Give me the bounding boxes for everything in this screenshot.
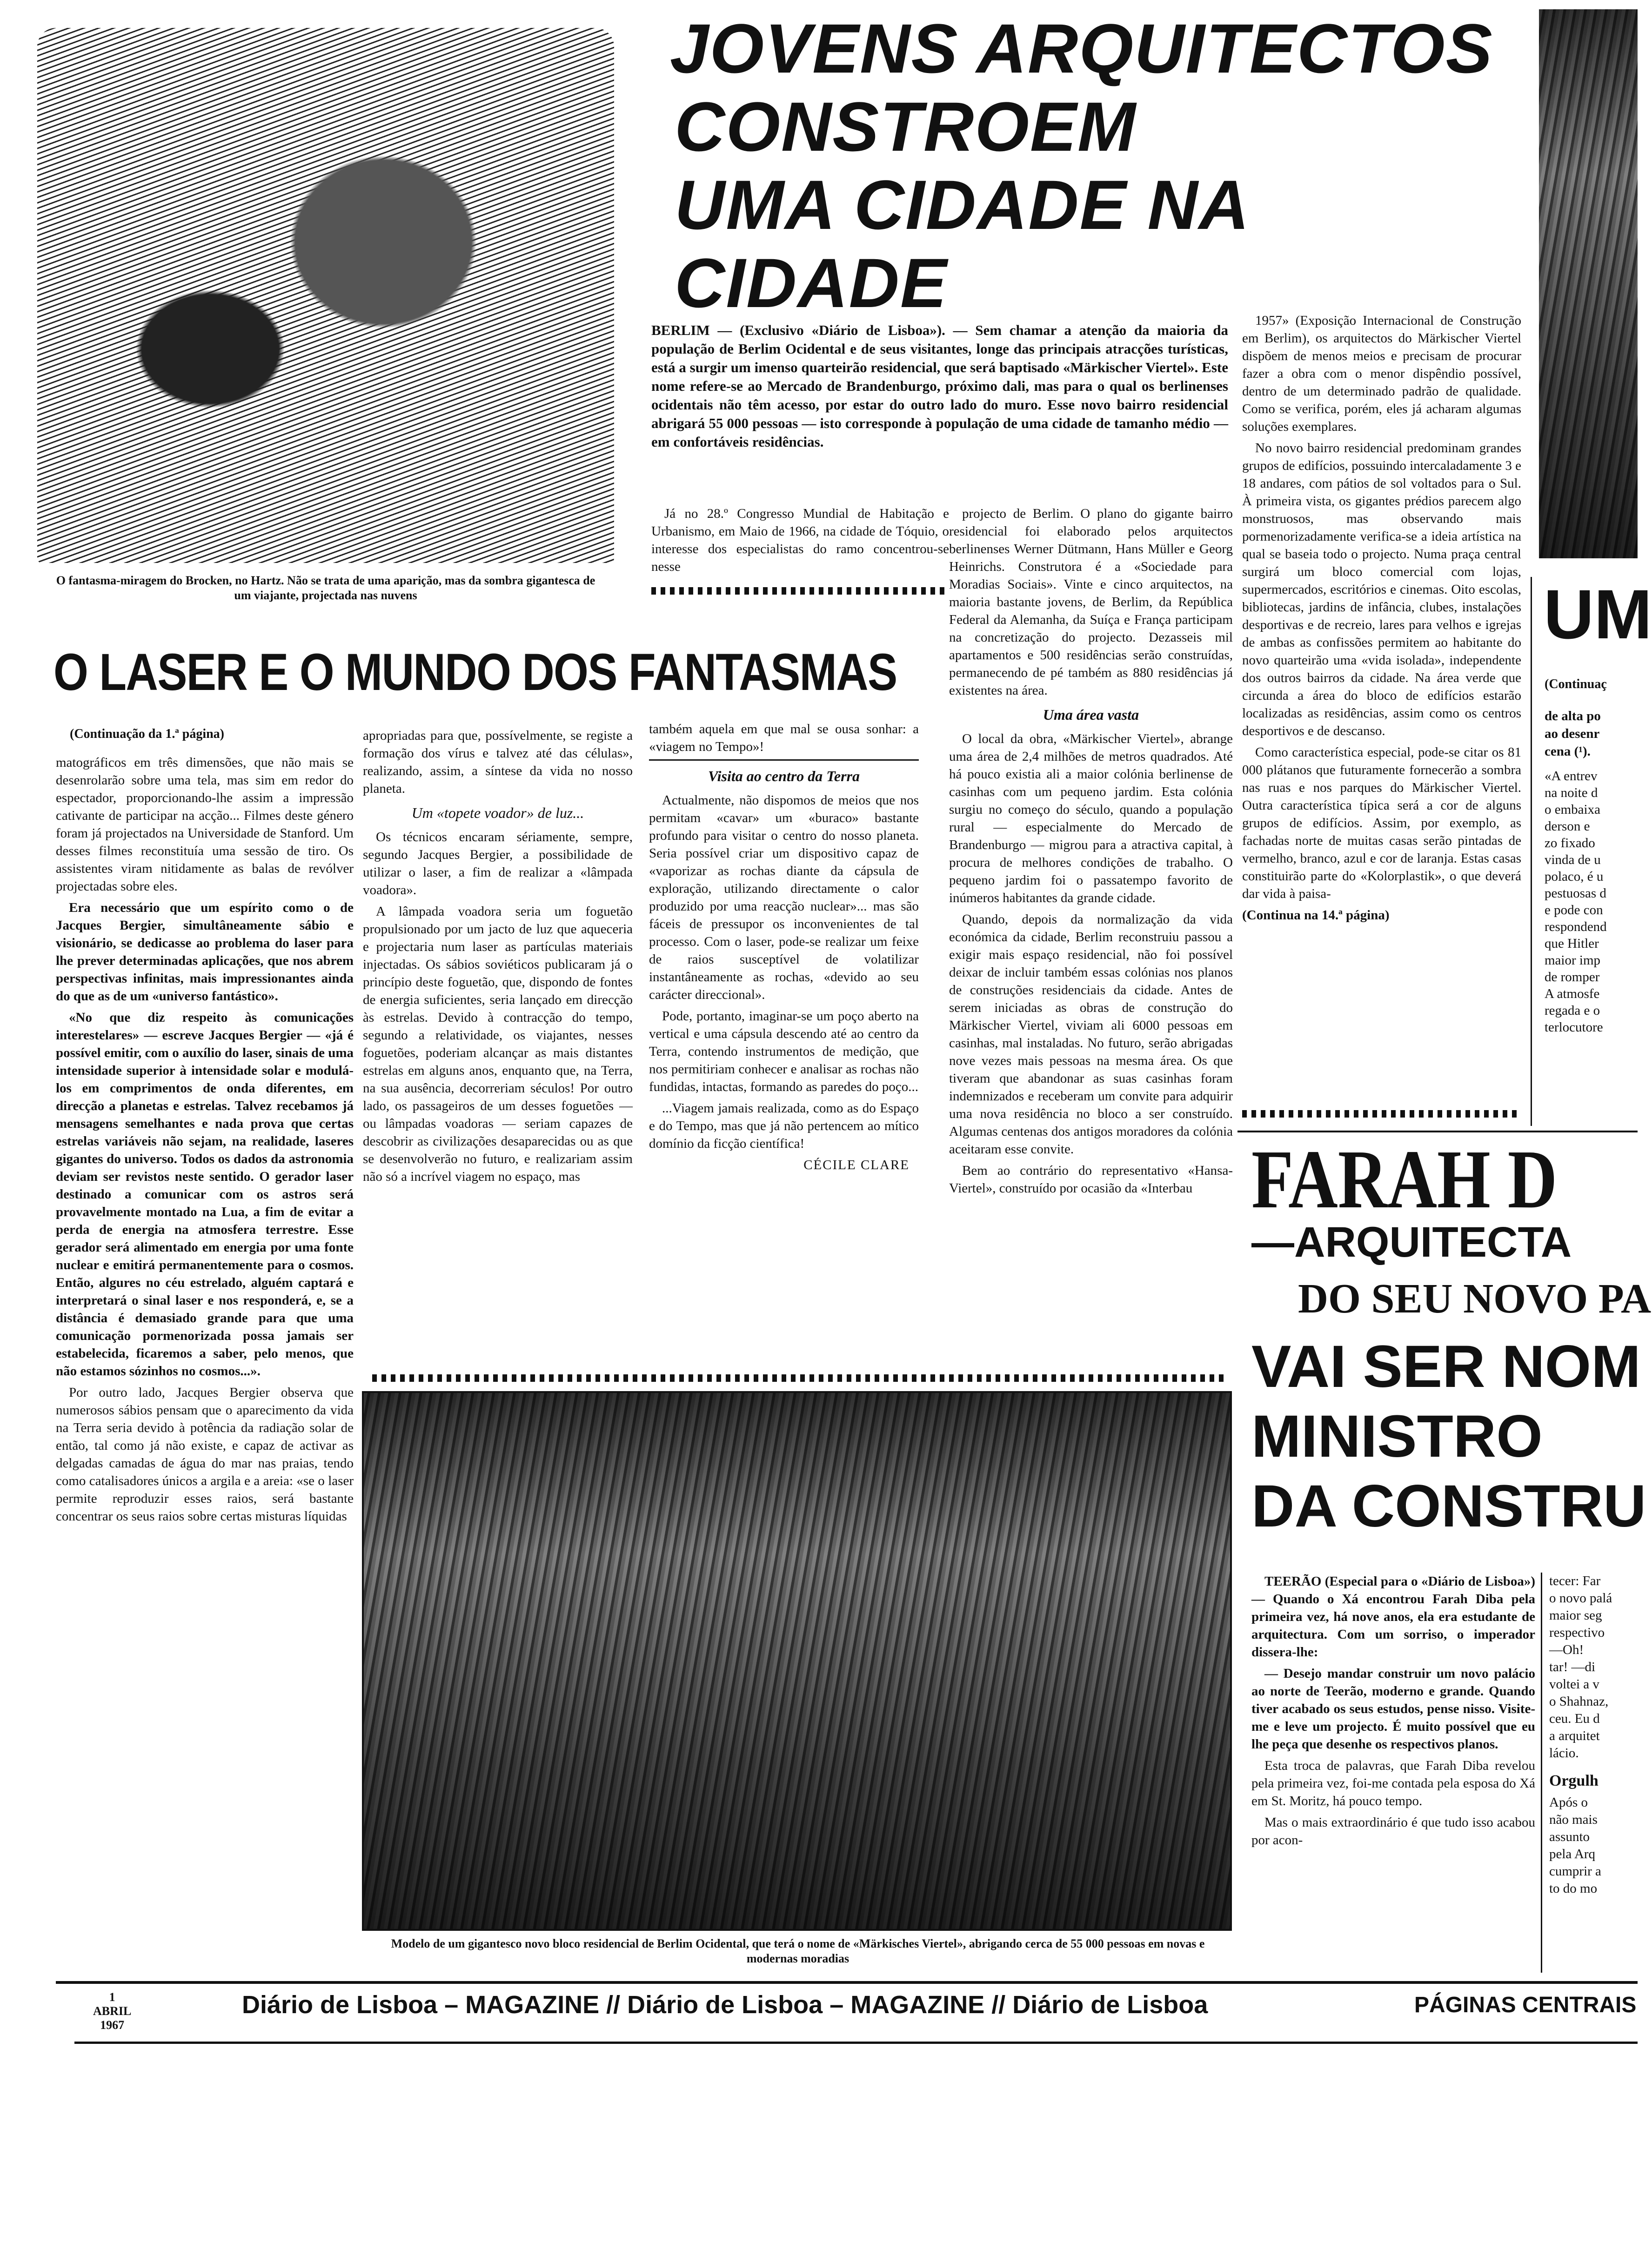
berlin-col2: projecto de Berlim. O plano do gigante bairro residencial foi elaborado pelos arquitectos berlinenses Werner Dütmann, Hans Müller e Georg Heinrichs. Construtora é a «Sociedade para Moradias Sociais». Vinte e cinco arquitectos, na maioria bastante jovens, de Berlim, da República Federal da Alemanha, da Suíça e França participam na concretização do projecto. Dezasseis mil apartamentos e 500 residências serão construídas, permanecendo de pé também as 880 residências já existentes na área. Uma área vasta O local da obra, «Märkischer Viertel», abrange uma área de 2,4 milhões de metros quadrados. Até há pouco existia ali a maior colónia berlinense de casinhas com um pequeno jardim. Esta colónia surgiu no começo do século, quando a população rural — especialmente do Mercado de Brandenburgo — migrou para a atractiva capital, à procura de melhores condições de trabalho. O pequeno jardim foi o passatempo favorito de inúmeros habitantes da grande cidade. Quando, depois da normalização da vida económica da cidade, Berlim reconstruiu passou a exigir mais espaço residencial, não foi possível deixar de incluir também essas colónias nos planos de construções residenciais da cidade. Antes de serem iniciadas as obras de construção do Märkischer Viertel, viviam ali 6000 pessoas em casinhas, mal instaladas. No futuro, serão abrigadas nove vezes mais pessoas na mesma área. Os que tiveram que abandonar as suas casinhas foram indemnizados e receberam um convite para adquirir uma nova residência no bloco a ser construído. Algumas centenas dos antigos moradores da colónia aceitaram esse convite. Bem ao contrário do representativo «Hansa-Viertel», construído por ocasião da «Interbau: [949, 506, 1233, 1196]
farah-col1: TEERÃO (Especial para o «Diário de Lisboa») — Quando o Xá encontrou Farah Diba pela primeira vez, há nove anos, ela era estudante de arquitectura. Com um sorriso, o imperador dissera-lhe: — Desejo mandar construir um novo palácio ao norte de Teerão, moderno e grande. Quando tiver acabado os seus estudos, pense nisso. Visite-me e leve um projecto. É muito possível que eu lhe peça que desenhe os respectivos planos. Esta troca de palavras, que Farah Diba revelou pela primeira vez, foi-me contada pela esposa do Xá em St. Moritz, há pouco tempo. Mas o mais extraordinário é que tudo isso acabou por acon-: [1251, 1574, 1535, 1848]
farah-big1: VAI SER NOM: [1251, 1333, 1641, 1400]
footer-bottom-rule: [74, 2042, 1638, 2044]
farah-col-rule: [1541, 1573, 1542, 1973]
model-photo-frame: [362, 1391, 1232, 1931]
footer-banner: Diário de Lisboa – MAGAZINE // Diário de Lisboa – MAGAZINE // Diário de Lisboa: [242, 1991, 1208, 2019]
zigzag-divider: [651, 587, 949, 595]
zigzag-divider-berlin: [1242, 1110, 1521, 1118]
headline-line-1: JOVENS ARQUITECTOS: [670, 9, 1493, 87]
berlin-intro: BERLIM — (Exclusivo «Diário de Lisboa»). — Sem chamar a atenção da maioria da população de Berlim Ocidental e de seus visitantes, longe das principais atracções turísticas, está a surgir um imenso quarteirão residencial, que será baptisado «Märkischer Viertel». Este nome refere-se ao Mercado de Brandenburgo, próximo dali, mas para o qual os berlinenses ocidentais não têm acesso, por estar do outro lado do muro. Esse novo bairro residencial abrigará 55 000 pessoas — isto corresponde à população de uma cidade de tamanho médio — em confortáveis residências.: [651, 322, 1228, 450]
um-title: UM: [1544, 575, 1652, 653]
main-headline: [670, 9, 1507, 322]
model-caption: Modelo de um gigantesco novo bloco residencial de Berlim Ocidental, que terá o nome de «Märkisches Viertel», abrigando cerca de 55 000 pessoas em novas e modernas moradias: [391, 1937, 1205, 1965]
um-body: «A entrev na noite d o embaixa derson e zo fixado vinda de u polaco, é u pestuosas d e pode con respondend que Hitler maior imp de romper A atmosfe regada e o terlocutore: [1545, 769, 1607, 1035]
berlin-model-photo: [364, 1393, 1230, 1929]
farah-big2: MINISTRO: [1251, 1403, 1543, 1470]
farah-top-rule: [1237, 1131, 1638, 1132]
farah-col2: tecer: Far o novo palá maior seg respectivo —Oh! tar! —di voltei a v o Shahnaz, ceu. Eu d a arquitet lácio. Orgulh Após o não mais assunto pela Arq cumprir a to do mo: [1549, 1573, 1638, 1897]
laser-title: O LASER E O MUNDO DOS FANTASMAS: [54, 643, 897, 701]
um-continuation: (Continuaç: [1545, 677, 1607, 691]
headline-line-3: UMA CIDADE NA CIDADE: [675, 166, 1248, 322]
headline-line-2: CONSTROEM: [675, 87, 1137, 166]
sketch-caption: O fantasma-miragem do Brocken, no Hartz. Não se trata de uma aparição, mas da sombra gigantesca de um viajante, projectada nas nuvens: [56, 574, 595, 602]
laser-col3-rule: [649, 759, 919, 761]
continua-note: (Continua na 14.ª página): [1242, 908, 1390, 923]
laser-continuation: (Continuação da 1.ª página): [70, 727, 225, 741]
laser-col2-subhead: Um «topete voador» de luz...: [411, 804, 584, 821]
berlin-col3: 1957» (Exposição Internacional de Construção em Berlim), os arquitectos do Märkischer Viertel dispõem de menos meios e precisam de procurar fazer a obra com o menor dispêndio possível, dentro de um determinado padrão de qualidade. Como se verifica, porém, eles já acharam algumas soluções exemplares. No novo bairro residencial predominam grandes grupos de edifícios, possuindo intercaladamente 3 e 18 andares, com pátios de sol voltados para o Sul. À primeira vista, os gigantes prédios parecem algo monstruosos, mas observando mais pormenorizadamente verifica-se a ideia artística na qual se baseia todo o projecto. Numa praça central surgirá um bloco comercial com lojas, supermercados, escritórios e cinemas. Oito escolas, bibliotecas, jardins de infância, clubes, instalações desportivas e de recreio, lares para velhos e igrejas de ambas as confissões permitem ao habitante do novo quarteirão uma «vida isolada», independente dos outros bairros da cidade. Na área verde que circunda a área do bloco de edifícios estarão localizadas as residências, assim como os centros desportivos e de descanso. Como característica especial, pode-se citar os 81 000 plátanos que futuramente fornecerão a sombra nas ruas e nos parques do Märkischer Viertel. Outra característica típica será a cor de alguns grupos de edifícios. Assim, por exemplo, as fachadas norte de muitas casas serão pintadas de vermelho, branco, azul e cor de laranja. Estas casas constituirão parte do «Kolorplastik», o que deverá dar vida à paisa- (Continua na 14.ª página): [1242, 312, 1521, 924]
berlin-col2-subhead: Uma área vasta: [1043, 706, 1139, 723]
footer-top-rule: [56, 1981, 1638, 1984]
laser-col3-subhead: Visita ao centro da Terra: [708, 768, 860, 784]
farah-big3: DA CONSTRU: [1251, 1473, 1646, 1540]
laser-col2: apropriadas para que, possívelmente, se registe a formação dos vírus e talvez até das células», realizando, assim, a síntese da vida no nosso planeta. Um «topete voador» de luz... Os técnicos encaram sériamente, sempre, segundo Jacques Bergier, a possibilidade de utilizar o laser, a fim de realizar a «lâmpada voadora». A lâmpada voadora seria um foguetão propulsionado por um jacto de luz que aqueceria e projectaria num laser as partículas materiais injectadas. Os sábios soviéticos publicaram já o princípio deste foguetão, que, dispondo de fontes de energia suficientes, seria lançado em direcção às estrelas. Devido à contracção do tempo, segundo a relatividade, os viajantes, nesses foguetões, poderiam alcançar as mais distantes estrelas em alguns anos, enquanto que, na Terra, na sua ausência, decorreriam séculos! Por outro lado, os passageiros de um desses foguetões — ou lâmpadas voadoras — seriam capazes de descobrir as civilizações desaparecidas ou as que se desenvolverão no futuro, e realizariam assim não só a incrível viagem no espaço, mas: [363, 728, 633, 1184]
zigzag-divider-laser: [372, 1374, 1228, 1382]
laser-col1: matográficos em três dimensões, que não mais se desenrolarão sobre uma tela, mas sim em redor do espectador, proporcionando-lhe assim a impressão cativante de participar na acção... Filmes deste género foram já projectados na Universidade de Stanford. Um desses filmes reconstituía uma sessão de tiro. Os assistentes viram nitidamente as balas de revólver projectadas sobre eles. Era necessário que um espírito como o de Jacques Bergier, simultâneamente sábio e visionário, se dedicasse ao problema do laser para lhe prever determinadas aplicações, que nos abrem perspectivas infinitas, mais impressionantes ainda do que as de um «universo fantástico». «No que diz respeito às comunicações interestelares» — escreve Jacques Bergier — «já é possível emitir, com o auxílio do laser, sinais de uma intensidade superior à intensidade solar e modulá-los em comprimentos de onda diferentes, em direcção a planetas e estrelas. Talvez recebamos já mensagens semelhantes e nada prova que certas estrelas variáveis não sejam, na realidade, laseres gigantes do universo. Todos os dados da astronomia deviam ser revistos neste sentido. O gerador laser destinado a comunicar com os astros será provavelmente montado na Lua, a fim de evitar a perda de energia na atmosfera terrestre. Esse gerador será alimentado em energia por uma fonte nuclear e emitirá permanentemente para o cosmos. Então, algures no céu estrelado, alguém captará e interpretará o sinal laser e nos responderá, e, se a distância é demasiado grande para que uma comunicação pormenorizada possa jamais ser estabelecida, ficaremos a saber, pelo menos, que não estamos sózinhos no cosmos...». Por outro lado, Jacques Bergier observa que numerosos sábios pensam que o aparecimento da vida na Terra seria devido à potência da radiação solar de então, tal como já não existe, e capaz de activar as delgadas camadas de água do mar nas praias, tendo como catalisadores únicos a argila e a areia: «se o laser permite reproduzir esses raios, será bastante concentrar os seus raios sobre certas misturas líquidas: [56, 755, 354, 1524]
brocken-sketch-illustration: [37, 28, 614, 563]
footer-date: 1 ABRIL 1967: [93, 1990, 132, 2032]
footer-pages: PÁGINAS CENTRAIS: [1414, 1993, 1637, 2017]
um-lead: de alta po ao desenr cena (¹).: [1545, 709, 1601, 759]
soldier-photo: [1539, 9, 1638, 558]
farah-col2-subhead: Orgulh: [1549, 1772, 1598, 1789]
laser-col3: também aquela em que mal se ousa sonhar: a «viagem no Tempo»! Visita ao centro da Terra Actualmente, não dispomos de meios que nos permitam «cavar» um «buraco» bastante profundo para visitar o centro do nosso planeta. Seria possível criar um dispositivo capaz de «vaporizar as rochas diante da cápsula de exploração, utilizando directamente o calor produzido por uma reacção nuclear»... mas são fáceis de pressupor os inconvenientes de tal processo. Com o laser, pode-se realizar um feixe de raios susceptível de volatilizar instantâneamente as rochas, «devido ao seu carácter direccional». Pode, portanto, imaginar-se um poço aberto na vertical e uma cápsula descendo até ao centro da Terra, contendo instrumentos de medição, que nos permitiriam conhecer e analisar as rochas não fundidas, intactas, formando as paredes do poço... ...Viagem jamais realizada, como as do Espaço e do Tempo, mas que já não pertencem ao mítico domínio da ficção científica! CÉCILE CLARE: [649, 720, 919, 1174]
right-vertical-rule: [1531, 577, 1532, 1126]
farah-sub1: —ARQUITECTA: [1251, 1219, 1572, 1266]
laser-author: CÉCILE CLARE: [803, 1158, 910, 1172]
berlin-col1: Já no 28.º Congresso Mundial de Habitação e Urbanismo, em Maio de 1966, na cidade de Tóquio, o interesse dos especialistas do ramo concentrou-se nesse: [651, 506, 949, 574]
farah-sub2: DO SEU NOVO PA: [1298, 1276, 1652, 1322]
farah-title: FARAH D: [1251, 1133, 1558, 1225]
